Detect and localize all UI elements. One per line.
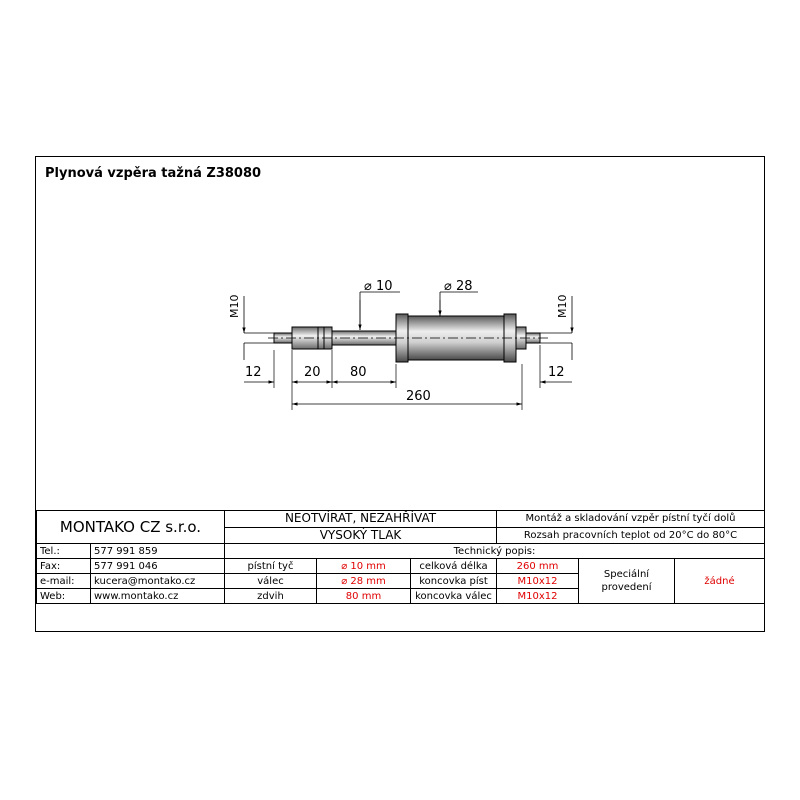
spec-key: celková délka [411, 559, 497, 574]
contact-label: Tel.: [37, 544, 91, 559]
spec-value: M10x12 [497, 589, 579, 604]
title-block [36, 510, 765, 604]
warning-high-pressure: VYSOKÝ TLAK [225, 527, 497, 544]
dim-right-end-length: 12 [548, 365, 565, 380]
contact-value: kucera@montako.cz [91, 574, 225, 589]
spec-key: koncovka píst [411, 574, 497, 589]
special-version-value: žádné [675, 559, 765, 604]
dim-left-thread: M10 [228, 294, 241, 318]
spec-value: 260 mm [497, 559, 579, 574]
special-version-label: Speciální provedení [579, 559, 675, 604]
spec-key: koncovka válec [411, 589, 497, 604]
spec-value: M10x12 [497, 574, 579, 589]
contact-value: 577 991 859 [91, 544, 225, 559]
dim-stroke-length: 80 [350, 365, 367, 380]
spec-value: ⌀ 10 mm [317, 559, 411, 574]
note-mounting: Montáž a skladování vzpěr pístní tyčí dolů [497, 511, 765, 528]
contact-label: Web: [37, 589, 91, 604]
spec-key: válec [225, 574, 317, 589]
contact-label: Fax: [37, 559, 91, 574]
spec-value: ⌀ 28 mm [317, 574, 411, 589]
dim-left-end-length: 12 [245, 365, 262, 380]
spec-value: 80 mm [317, 589, 411, 604]
contact-label: e-mail: [37, 574, 91, 589]
note-temperature: Rozsah pracovních teplot od 20°C do 80°C [497, 527, 765, 544]
spec-key: pístní tyč [225, 559, 317, 574]
company-name: MONTAKO CZ s.r.o. [37, 511, 225, 544]
spec-key: zdvih [225, 589, 317, 604]
warning-do-not-open: NEOTVÍRAT, NEZAHŘÍVAT [225, 511, 497, 528]
drawing-title: Plynová vzpěra tažná Z38080 [45, 166, 262, 181]
contact-value: www.montako.cz [91, 589, 225, 604]
gas-strut [268, 314, 548, 362]
dim-total-length: 260 [406, 389, 431, 404]
dim-fitting-length: 20 [304, 365, 321, 380]
tech-description-header: Technický popis: [225, 544, 765, 559]
contact-value: 577 991 046 [91, 559, 225, 574]
dim-right-thread: M10 [556, 294, 569, 318]
dim-rod-diameter: ⌀ 10 [364, 279, 393, 294]
dim-cylinder-diameter: ⌀ 28 [444, 279, 473, 294]
